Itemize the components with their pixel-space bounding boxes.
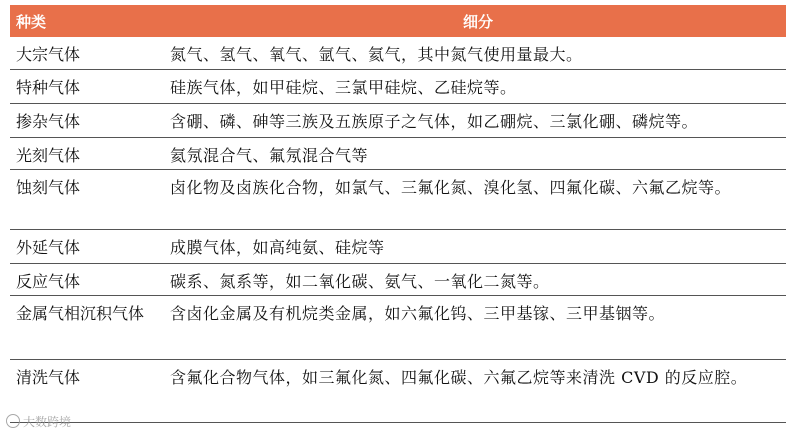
row-type: 清洗气体 xyxy=(16,368,81,387)
watermark-text: 大数跨境 xyxy=(23,415,72,429)
row-detail: 含氟化合物气体，如三氟化氮、四氟化碳、六氟乙烷等来清洗 CVD 的反应腔。 xyxy=(170,368,748,387)
table-row xyxy=(10,104,786,138)
row-detail: 氦氖混合气、氟氖混合气等 xyxy=(170,146,369,165)
row-type: 大宗气体 xyxy=(16,45,81,64)
table-row xyxy=(10,296,786,360)
row-type: 反应气体 xyxy=(16,272,81,291)
row-type: 金属气相沉积气体 xyxy=(16,304,145,323)
row-type: 蚀刻气体 xyxy=(16,178,81,197)
table-row xyxy=(10,37,786,70)
row-type: 特种气体 xyxy=(16,78,81,97)
table-header xyxy=(10,5,786,37)
table-row xyxy=(10,70,786,104)
row-detail: 含硼、磷、砷等三族及五族原子之气体，如乙硼烷、三氯化硼、磷烷等。 xyxy=(170,112,699,131)
row-detail: 氮气、氢气、氧气、氩气、氦气，其中氮气使用量最大。 xyxy=(170,45,583,64)
table-row xyxy=(10,170,786,230)
table-row xyxy=(10,264,786,296)
header-type: 种类 xyxy=(16,12,47,31)
table-row xyxy=(10,360,786,423)
gas-classification-table xyxy=(10,5,786,423)
row-detail: 成膜气体，如高纯氨、硅烷等 xyxy=(170,238,385,257)
row-type: 外延气体 xyxy=(16,238,81,257)
header-detail: 细分 xyxy=(462,12,493,31)
row-detail: 硅族气体，如甲硅烷、三氯甲硅烷、乙硅烷等。 xyxy=(170,78,517,97)
row-detail: 碳系、氮系等，如二氧化碳、氨气、一氧化二氮等。 xyxy=(170,272,550,291)
table-row xyxy=(10,230,786,264)
table-row xyxy=(10,138,786,170)
row-detail: 含卤化金属及有机烷类金属，如六氟化钨、三甲基镓、三甲基铟等。 xyxy=(170,304,666,323)
row-type: 掺杂气体 xyxy=(16,112,81,131)
row-type: 光刻气体 xyxy=(16,146,81,165)
watermark-logo-icon xyxy=(6,414,20,428)
row-detail: 卤化物及卤族化合物，如氯气、三氟化氮、溴化氢、四氟化碳、六氟乙烷等。 xyxy=(170,178,732,197)
watermark xyxy=(6,413,71,430)
